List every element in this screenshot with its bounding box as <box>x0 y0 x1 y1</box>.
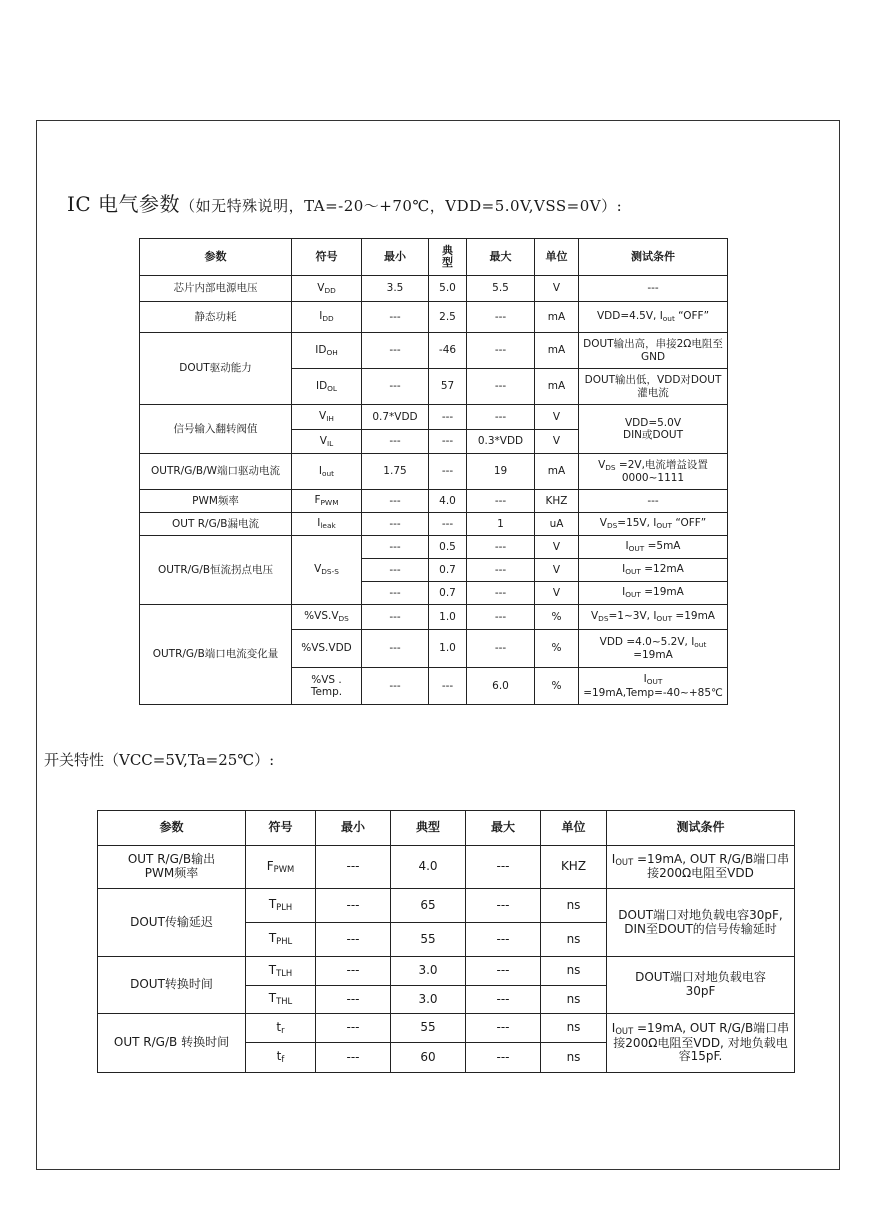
max-cell: --- <box>467 630 535 668</box>
unit-cell: mA <box>535 333 579 369</box>
unit-cell: mA <box>535 369 579 405</box>
typ-cell: 0.5 <box>429 536 467 559</box>
param-cell: OUTR/G/B恒流拐点电压 <box>140 536 292 605</box>
param-cell: PWM频率 <box>140 490 292 513</box>
symbol-cell: $T_{PHL}$ <box>246 923 316 957</box>
typ-cell: 1.0 <box>429 630 467 668</box>
symbol-cell: $I_{DD}$ <box>292 302 362 333</box>
min-cell: --- <box>362 559 429 582</box>
param-cell: OUTR/G/B端口电流变化量 <box>140 605 292 705</box>
condition-subscript: OUT <box>656 521 673 531</box>
section-title-main: IC 电气参数 <box>67 192 181 216</box>
max-cell: --- <box>467 333 535 369</box>
condition-subscript: DS <box>598 614 609 624</box>
section-title-switching: 开关特性（VCC=5V,Ta=25℃）: <box>44 751 275 769</box>
header-symbol: 符号 <box>246 811 316 846</box>
max-cell: --- <box>467 369 535 405</box>
min-cell: --- <box>316 1043 391 1073</box>
min-cell: 0.7*VDD <box>362 405 429 430</box>
symbol-cell: $I_{leak}$ <box>292 513 362 536</box>
min-cell: --- <box>362 513 429 536</box>
unit-cell: KHZ <box>535 490 579 513</box>
condition-subscript: OUT <box>646 677 663 687</box>
condition-subscript: OUT <box>656 614 673 624</box>
table-row <box>140 302 728 333</box>
unit-cell: V <box>535 536 579 559</box>
condition-subscript: out <box>662 314 675 324</box>
max-cell: --- <box>467 490 535 513</box>
table-row <box>140 490 728 513</box>
symbol-subscript: IL <box>326 438 334 448</box>
max-cell: --- <box>466 889 541 923</box>
max-cell: --- <box>467 559 535 582</box>
section-title-conditions: （如无特殊说明，TA=-20～+70℃，VDD=5.0V,VSS=0V）: <box>180 197 623 215</box>
symbol-subscript: TLH <box>276 967 293 978</box>
header-min: 最小 <box>362 239 429 276</box>
condition-cell: $I_{OUT} =19mA$, OUT R/G/B端口串接200Ω电阻至VDD <box>607 846 795 889</box>
condition-subscript: OUT <box>615 856 634 867</box>
header-typ <box>429 239 467 276</box>
param-cell: OUT R/G/B漏电流 <box>140 513 292 536</box>
max-cell: 5.5 <box>467 276 535 302</box>
condition-cell: DOUT端口对地负载电容30pF, DIN至DOUT的信号传输延时 <box>607 889 795 957</box>
condition-subscript: out <box>694 639 707 649</box>
unit-cell: % <box>535 630 579 668</box>
typ-cell: --- <box>429 454 467 490</box>
unit-cell: ns <box>541 957 607 986</box>
symbol-subscript: DS <box>338 614 349 624</box>
section-title-electrical <box>67 188 622 217</box>
condition-subscript: DS <box>606 521 618 531</box>
condition-subscript: OUT <box>625 590 641 600</box>
condition-cell: DOUT输出低，VDD对DOUT灌电流 <box>579 369 728 405</box>
typ-cell: 60 <box>391 1043 466 1073</box>
unit-cell: V <box>535 405 579 430</box>
min-cell: --- <box>362 630 429 668</box>
unit-cell: ns <box>541 923 607 957</box>
unit-cell: mA <box>535 454 579 490</box>
unit-cell: V <box>535 430 579 454</box>
typ-cell: 2.5 <box>429 302 467 333</box>
table-header-row <box>140 239 728 276</box>
symbol-cell: $V_{DS-S}$ <box>292 536 362 605</box>
typ-cell: 4.0 <box>429 490 467 513</box>
symbol-cell: $T_{PLH}$ <box>246 889 316 923</box>
table-row <box>98 957 795 986</box>
typ-cell: 55 <box>391 1014 466 1043</box>
symbol-subscript: PWM <box>320 498 339 508</box>
typ-cell: 65 <box>391 889 466 923</box>
max-cell: --- <box>467 302 535 333</box>
typ-cell: 55 <box>391 923 466 957</box>
symbol-cell: $ID_{OH}$ <box>292 333 362 369</box>
header-symbol: 符号 <box>292 239 362 276</box>
condition-cell: VDD=4.5V, $I_{out}$ “OFF” <box>579 302 728 333</box>
condition-cell: $I_{OUT} =19mA$ <box>579 582 728 605</box>
max-cell: --- <box>466 923 541 957</box>
symbol-subscript: leak <box>320 521 336 531</box>
typ-cell: 1.0 <box>429 605 467 630</box>
symbol-cell: $I_{out}$ <box>292 454 362 490</box>
max-cell: --- <box>467 405 535 430</box>
symbol-subscript: IH <box>326 414 334 424</box>
min-cell: 3.5 <box>362 276 429 302</box>
max-cell: --- <box>467 605 535 630</box>
symbol-subscript: OL <box>327 383 338 393</box>
symbol-cell: $t_f$ <box>246 1043 316 1073</box>
param-cell: DOUT转换时间 <box>98 957 246 1014</box>
max-cell: --- <box>467 536 535 559</box>
table-row <box>98 889 795 923</box>
header-unit: 单位 <box>535 239 579 276</box>
param-cell: DOUT传输延迟 <box>98 889 246 957</box>
symbol-cell: $F_{PWM}$ <box>292 490 362 513</box>
typ-cell: 4.0 <box>391 846 466 889</box>
symbol-cell: $V_{IL}$ <box>292 430 362 454</box>
unit-cell: uA <box>535 513 579 536</box>
condition-cell: $V_{DS}=15V$, $I_{OUT}$ “OFF” <box>579 513 728 536</box>
unit-cell: V <box>535 582 579 605</box>
param-cell: 芯片内部电源电压 <box>140 276 292 302</box>
typ-cell: --- <box>429 405 467 430</box>
symbol-cell: %VS . Temp. <box>292 668 362 705</box>
table-row <box>140 605 728 630</box>
electrical-parameters-table <box>139 238 728 705</box>
max-cell: --- <box>466 846 541 889</box>
max-cell: 1 <box>467 513 535 536</box>
param-cell: DOUT驱动能力 <box>140 333 292 405</box>
typ-cell: 0.7 <box>429 582 467 605</box>
max-cell: 0.3*VDD <box>467 430 535 454</box>
header-param: 参数 <box>140 239 292 276</box>
condition-cell: DOUT端口对地负载电容 30pF <box>607 957 795 1014</box>
header-max: 最大 <box>467 239 535 276</box>
min-cell: --- <box>316 986 391 1014</box>
condition-cell: $I_{OUT}$ =19mA,Temp=-40~+85℃ <box>579 668 728 705</box>
symbol-cell: $T_{THL}$ <box>246 986 316 1014</box>
condition-subscript: OUT <box>615 1025 634 1036</box>
typ-cell: -46 <box>429 333 467 369</box>
symbol-subscript: DD <box>322 314 334 324</box>
unit-cell: ns <box>541 889 607 923</box>
min-cell: --- <box>362 536 429 559</box>
header-condition: 测试条件 <box>607 811 795 846</box>
min-cell: --- <box>362 333 429 369</box>
max-cell: --- <box>466 1014 541 1043</box>
max-cell: --- <box>466 986 541 1014</box>
max-cell: --- <box>467 582 535 605</box>
max-cell: 19 <box>467 454 535 490</box>
table-row <box>98 846 795 889</box>
param-cell: OUT R/G/B输出 PWM频率 <box>98 846 246 889</box>
switching-characteristics-table <box>97 810 795 1073</box>
symbol-subscript: OH <box>326 347 338 357</box>
header-typ-text: 典型 <box>442 244 453 269</box>
symbol-cell: $F_{PWM}$ <box>246 846 316 889</box>
table-row <box>140 454 728 490</box>
unit-cell: ns <box>541 1014 607 1043</box>
min-cell: --- <box>316 957 391 986</box>
typ-cell: 3.0 <box>391 957 466 986</box>
symbol-subscript: DS-S <box>321 567 339 577</box>
header-max: 最大 <box>466 811 541 846</box>
min-cell: --- <box>362 369 429 405</box>
unit-cell: mA <box>535 302 579 333</box>
table-row <box>140 405 728 430</box>
symbol-cell: $V_{IH}$ <box>292 405 362 430</box>
condition-cell: $V_{DS} =2V$,电流增益设置 0000~1111 <box>579 454 728 490</box>
symbol-subscript: PHL <box>276 936 293 947</box>
typ-cell: 3.0 <box>391 986 466 1014</box>
header-typ: 典型 <box>391 811 466 846</box>
condition-subscript: OUT <box>625 567 641 577</box>
min-cell: --- <box>316 889 391 923</box>
unit-cell: V <box>535 276 579 302</box>
condition-cell: $I_{OUT} =19mA$, OUT R/G/B端口串接200Ω电阻至VDD, 对地负载电容15pF. <box>607 1014 795 1073</box>
min-cell: --- <box>362 490 429 513</box>
header-condition: 测试条件 <box>579 239 728 276</box>
unit-cell: KHZ <box>541 846 607 889</box>
param-cell: OUTR/G/B/W端口驱动电流 <box>140 454 292 490</box>
condition-cell: $I_{OUT} =12mA$ <box>579 559 728 582</box>
min-cell: --- <box>362 582 429 605</box>
typ-cell: 0.7 <box>429 559 467 582</box>
symbol-cell: $t_r$ <box>246 1014 316 1043</box>
min-cell: --- <box>316 1014 391 1043</box>
condition-subscript: DS <box>605 462 616 472</box>
table-row <box>140 513 728 536</box>
symbol-subscript: PWM <box>273 863 295 874</box>
condition-cell: $V_{DS}=1\sim 3V$, $I_{OUT} =19mA$ <box>579 605 728 630</box>
unit-cell: ns <box>541 986 607 1014</box>
condition-cell: --- <box>579 490 728 513</box>
condition-cell: --- <box>579 276 728 302</box>
symbol-cell: $T_{TLH}$ <box>246 957 316 986</box>
unit-cell: % <box>535 668 579 705</box>
typ-cell: 5.0 <box>429 276 467 302</box>
condition-subscript: OUT <box>628 544 645 554</box>
symbol-cell: $ID_{OL}$ <box>292 369 362 405</box>
header-min: 最小 <box>316 811 391 846</box>
unit-cell: ns <box>541 1043 607 1073</box>
table-row <box>140 536 728 559</box>
max-cell: --- <box>466 957 541 986</box>
min-cell: --- <box>362 605 429 630</box>
typ-cell: --- <box>429 668 467 705</box>
symbol-cell: $\%VS.V_{DS}$ <box>292 605 362 630</box>
header-param: 参数 <box>98 811 246 846</box>
symbol-subscript: r <box>281 1024 285 1035</box>
condition-cell: DOUT输出高，串接2Ω电阻至GND <box>579 333 728 369</box>
table-row <box>98 1014 795 1043</box>
typ-cell: --- <box>429 513 467 536</box>
symbol-subscript: DD <box>324 285 336 295</box>
condition-cell: VDD=5.0V DIN或DOUT <box>579 405 728 454</box>
condition-cell: $I_{OUT} =5mA$ <box>579 536 728 559</box>
param-cell: 信号输入翻转阀值 <box>140 405 292 454</box>
min-cell: --- <box>362 668 429 705</box>
typ-cell: 57 <box>429 369 467 405</box>
symbol-subscript: PLH <box>276 902 293 913</box>
min-cell: --- <box>362 430 429 454</box>
min-cell: 1.75 <box>362 454 429 490</box>
min-cell: --- <box>316 846 391 889</box>
param-cell: 静态功耗 <box>140 302 292 333</box>
condition-cell: VDD =4.0~5.2V, $I_{out} =19mA$ <box>579 630 728 668</box>
symbol-subscript: THL <box>276 996 293 1007</box>
symbol-subscript: out <box>322 468 335 478</box>
table-row <box>140 276 728 302</box>
max-cell: 6.0 <box>467 668 535 705</box>
symbol-cell: %VS.VDD <box>292 630 362 668</box>
header-unit: 单位 <box>541 811 607 846</box>
symbol-cell: $V_{DD}$ <box>292 276 362 302</box>
typ-cell: --- <box>429 430 467 454</box>
param-cell: OUT R/G/B 转换时间 <box>98 1014 246 1073</box>
min-cell: --- <box>362 302 429 333</box>
max-cell: --- <box>466 1043 541 1073</box>
unit-cell: % <box>535 605 579 630</box>
table-row <box>140 333 728 369</box>
table-header-row <box>98 811 795 846</box>
unit-cell: V <box>535 559 579 582</box>
min-cell: --- <box>316 923 391 957</box>
symbol-subscript: f <box>281 1054 285 1065</box>
